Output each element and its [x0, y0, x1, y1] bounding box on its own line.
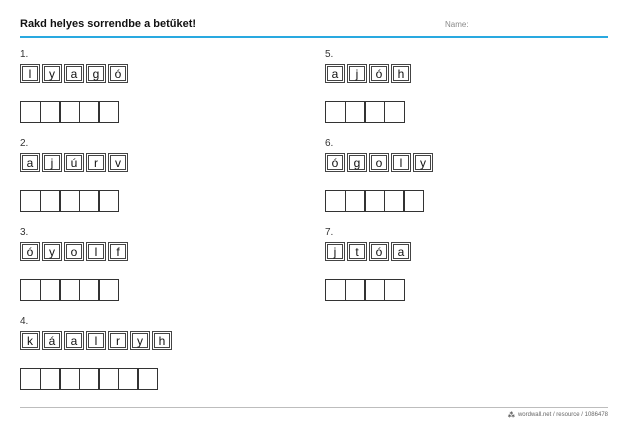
- letter-tile-label: j: [349, 66, 365, 81]
- answer-box[interactable]: [345, 190, 366, 212]
- letter-tile: [108, 242, 128, 261]
- letter-tile: [86, 153, 106, 172]
- scrambled-letters: [20, 242, 130, 261]
- letter-tile-label: j: [44, 155, 60, 170]
- letter-tile: [64, 153, 84, 172]
- letter-tile-label: h: [154, 333, 170, 348]
- letter-tile: [325, 64, 345, 83]
- answer-box[interactable]: [59, 101, 80, 123]
- letter-tile-label: g: [88, 66, 104, 81]
- exercise-item: [325, 227, 525, 307]
- letter-tile: [42, 242, 62, 261]
- letter-tile-label: l: [22, 66, 38, 81]
- answer-box[interactable]: [59, 368, 80, 390]
- letter-tile: [42, 64, 62, 83]
- answer-box[interactable]: [20, 279, 41, 301]
- answer-boxes: [325, 101, 405, 123]
- letter-tile: [391, 242, 411, 261]
- letter-tile: [413, 153, 433, 172]
- answer-box[interactable]: [384, 101, 405, 123]
- letter-tile: [20, 153, 40, 172]
- letter-tile-label: á: [44, 333, 60, 348]
- letter-tile-label: y: [132, 333, 148, 348]
- letter-tile: [369, 242, 389, 261]
- footer-divider: [20, 407, 608, 408]
- letter-tile: [108, 64, 128, 83]
- letter-tile-label: t: [349, 244, 365, 259]
- letter-tile: [152, 331, 172, 350]
- letter-tile-label: y: [44, 244, 60, 259]
- answer-box[interactable]: [79, 368, 100, 390]
- answer-boxes: [20, 101, 119, 123]
- letter-tile: [20, 242, 40, 261]
- answer-box[interactable]: [59, 190, 80, 212]
- letter-tile: [20, 64, 40, 83]
- scrambled-letters: [325, 153, 435, 172]
- exercise-number: 2.: [20, 138, 29, 149]
- letter-tile-label: a: [66, 333, 82, 348]
- answer-box[interactable]: [98, 279, 119, 301]
- answer-boxes: [20, 368, 158, 390]
- answer-box[interactable]: [137, 368, 158, 390]
- letter-tile: [347, 242, 367, 261]
- answer-box[interactable]: [98, 101, 119, 123]
- exercise-number: 4.: [20, 316, 29, 327]
- answer-box[interactable]: [40, 101, 61, 123]
- answer-box[interactable]: [364, 190, 385, 212]
- answer-box[interactable]: [384, 279, 405, 301]
- exercise-item: [20, 138, 220, 218]
- answer-box[interactable]: [403, 190, 424, 212]
- letter-tile-label: ó: [371, 66, 387, 81]
- answer-boxes: [20, 190, 119, 212]
- letter-tile: [325, 242, 345, 261]
- letter-tile: [86, 331, 106, 350]
- worksheet-header: [20, 18, 608, 38]
- letter-tile-label: h: [393, 66, 409, 81]
- letter-tile-label: v: [110, 155, 126, 170]
- letter-tile-label: ó: [371, 244, 387, 259]
- answer-box[interactable]: [40, 279, 61, 301]
- answer-box[interactable]: [345, 101, 366, 123]
- letter-tile: [64, 242, 84, 261]
- letter-tile-label: y: [44, 66, 60, 81]
- letter-tile-label: o: [371, 155, 387, 170]
- letter-tile-label: r: [88, 155, 104, 170]
- letter-tile-label: ó: [22, 244, 38, 259]
- exercise-item: [325, 49, 525, 129]
- letter-tile: [325, 153, 345, 172]
- exercise-number: 6.: [325, 138, 334, 149]
- answer-box[interactable]: [364, 279, 385, 301]
- letter-tile-label: f: [110, 244, 126, 259]
- exercise-number: 5.: [325, 49, 334, 60]
- letter-tile: [108, 153, 128, 172]
- name-label: Name:: [445, 20, 469, 29]
- worksheet-title: Rakd helyes sorrendbe a betűket!: [20, 18, 197, 30]
- letter-tile-label: ó: [110, 66, 126, 81]
- letter-tile: [42, 153, 62, 172]
- scrambled-letters: [20, 64, 130, 83]
- answer-boxes: [20, 279, 119, 301]
- answer-box[interactable]: [40, 368, 61, 390]
- letter-tile: [108, 331, 128, 350]
- answer-box[interactable]: [118, 368, 139, 390]
- answer-box[interactable]: [364, 101, 385, 123]
- answer-box[interactable]: [345, 279, 366, 301]
- answer-box[interactable]: [384, 190, 405, 212]
- answer-boxes: [325, 190, 424, 212]
- letter-tile: [86, 242, 106, 261]
- letter-tile: [369, 64, 389, 83]
- letter-tile: [64, 64, 84, 83]
- letter-tile-label: l: [88, 333, 104, 348]
- footer-source: wordwall.net / resource / 1086478: [517, 412, 608, 418]
- answer-boxes: [325, 279, 405, 301]
- answer-box[interactable]: [325, 101, 346, 123]
- letter-tile-label: o: [66, 244, 82, 259]
- letter-tile-label: y: [415, 155, 431, 170]
- letter-tile-label: j: [327, 244, 343, 259]
- exercise-number: 7.: [325, 227, 334, 238]
- scrambled-letters: [20, 331, 174, 350]
- exercise-number: 1.: [20, 49, 29, 60]
- letter-tile-label: a: [393, 244, 409, 259]
- answer-box[interactable]: [59, 279, 80, 301]
- answer-box[interactable]: [20, 190, 41, 212]
- letter-tile-label: g: [349, 155, 365, 170]
- answer-box[interactable]: [98, 190, 119, 212]
- letter-tile-label: ó: [327, 155, 343, 170]
- letter-tile-label: a: [22, 155, 38, 170]
- answer-box[interactable]: [79, 279, 100, 301]
- answer-box[interactable]: [79, 101, 100, 123]
- letter-tile: [347, 153, 367, 172]
- letter-tile: [347, 64, 367, 83]
- scrambled-letters: [325, 64, 413, 83]
- letter-tile-label: ú: [66, 155, 82, 170]
- exercise-item: [325, 138, 525, 218]
- letter-tile: [369, 153, 389, 172]
- answer-box[interactable]: [98, 368, 119, 390]
- wordwall-logo-icon: ⁂: [507, 412, 515, 419]
- answer-box[interactable]: [79, 190, 100, 212]
- letter-tile-label: l: [393, 155, 409, 170]
- answer-box[interactable]: [40, 190, 61, 212]
- scrambled-letters: [325, 242, 413, 261]
- letter-tile-label: k: [22, 333, 38, 348]
- answer-box[interactable]: [20, 101, 41, 123]
- letter-tile: [42, 331, 62, 350]
- letter-tile: [86, 64, 106, 83]
- letter-tile: [20, 331, 40, 350]
- letter-tile: [391, 64, 411, 83]
- letter-tile: [64, 331, 84, 350]
- answer-box[interactable]: [20, 368, 41, 390]
- letter-tile-label: a: [66, 66, 82, 81]
- exercise-item: [20, 316, 220, 396]
- letter-tile-label: a: [327, 66, 343, 81]
- scrambled-letters: [20, 153, 130, 172]
- letter-tile-label: r: [110, 333, 126, 348]
- letter-tile: [130, 331, 150, 350]
- letter-tile: [391, 153, 411, 172]
- footer: [508, 411, 608, 419]
- exercise-item: [20, 49, 220, 129]
- answer-box[interactable]: [325, 279, 346, 301]
- letter-tile-label: l: [88, 244, 104, 259]
- answer-box[interactable]: [325, 190, 346, 212]
- exercise-item: [20, 227, 220, 307]
- exercise-number: 3.: [20, 227, 29, 238]
